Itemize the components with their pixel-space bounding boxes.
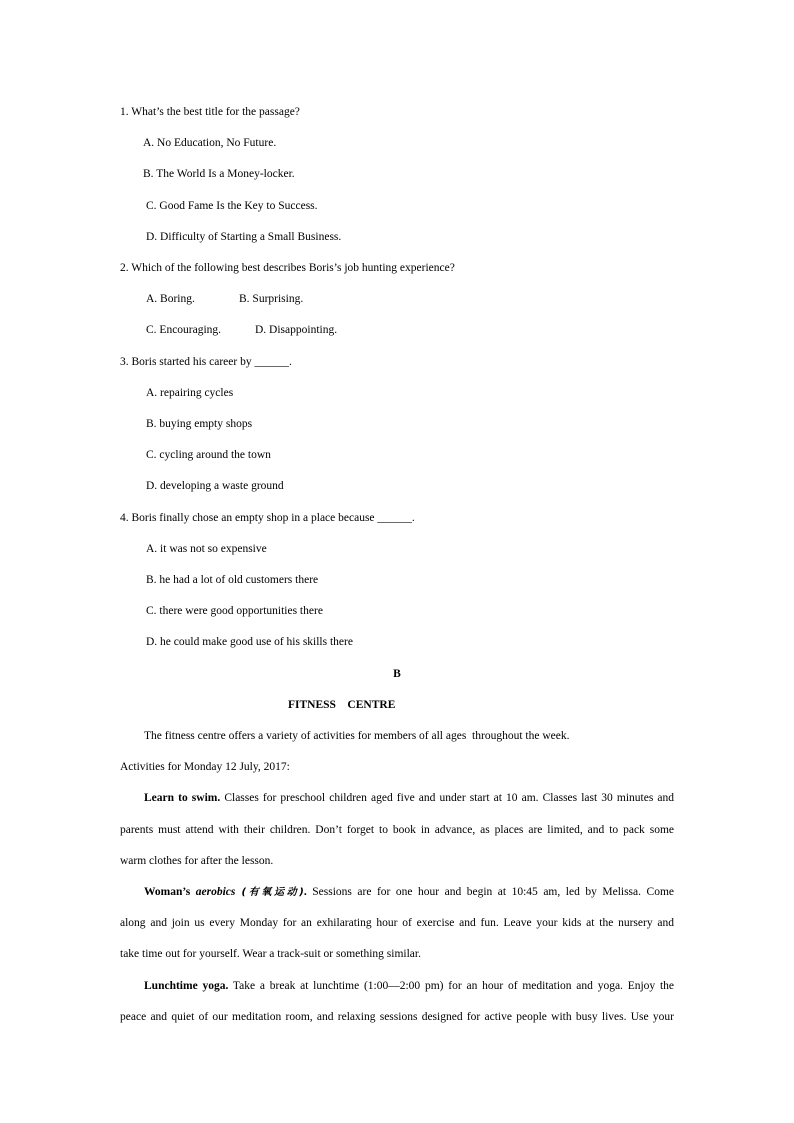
yoga-text-1: Take a break at lunchtime (1:00—2:00 pm) for an hour of meditation and yoga. Enjoy the	[228, 980, 675, 992]
question-4-option-b: B. he had a lot of old customers there	[146, 574, 319, 586]
question-1-option-c: C. Good Fame Is the Key to Success.	[146, 200, 318, 212]
question-3-option-d: D. developing a waste ground	[146, 480, 284, 492]
yoga-line-1	[144, 979, 674, 993]
aerobics-heading-c: .	[303, 886, 307, 898]
section-intro: The fitness centre offers a variety of activities for members of all ages throughout the week.	[144, 730, 570, 742]
swim-heading: Learn to swim.	[144, 792, 221, 804]
aerobics-heading-b: aerobics	[195, 886, 236, 898]
yoga-line-2: peace and quiet of our meditation room, and relaxing sessions designed for active people with busy lives. Use your	[120, 1011, 674, 1023]
question-2-option-b: B. Surprising.	[239, 293, 304, 305]
question-2-option-d: D. Disappointing.	[255, 324, 338, 336]
question-2-stem: 2. Which of the following best describes Boris’s job hunting experience?	[120, 262, 455, 274]
swim-line-2: parents must attend with their children. Don’t forget to book in advance, as places are limited, and to pack some	[120, 824, 674, 836]
question-4-option-d: D. he could make good use of his skills there	[146, 636, 353, 648]
question-4-option-c: C. there were good opportunities there	[146, 605, 323, 617]
aerobics-heading-cjk: (有氧运动)	[235, 887, 304, 898]
question-1-option-a: A. No Education, No Future.	[143, 137, 277, 149]
aerobics-heading-a: Woman’s	[144, 886, 196, 898]
question-1-option-b: B. The World Is a Money-locker.	[143, 168, 295, 180]
activities-date-line: Activities for Monday 12 July, 2017:	[120, 761, 290, 773]
section-title: FITNESS CENTRE	[288, 699, 396, 711]
swim-line-3: warm clothes for after the lesson.	[120, 855, 274, 867]
question-3-option-c: C. cycling around the town	[146, 449, 271, 461]
section-letter: B	[393, 668, 401, 680]
question-4-stem: 4. Boris finally chose an empty shop in a place because ______.	[120, 512, 415, 524]
aerobics-line-2: along and join us every Monday for an exhilarating hour of exercise and fun. Leave your kids at the nursery and	[120, 917, 674, 929]
question-1-option-d: D. Difficulty of Starting a Small Business.	[146, 231, 342, 243]
question-3-option-b: B. buying empty shops	[146, 418, 253, 430]
question-2-option-a: A. Boring.	[146, 293, 195, 305]
swim-text-1: Classes for preschool children aged five and under start at 10 am. Classes last 30 minutes and	[220, 792, 674, 804]
question-1-stem: 1. What’s the best title for the passage?	[120, 106, 300, 118]
aerobics-line-1	[144, 885, 674, 900]
question-2-option-c: C. Encouraging.	[146, 324, 222, 336]
yoga-heading: Lunchtime yoga.	[144, 980, 229, 992]
aerobics-text-1: Sessions are for one hour and begin at 10:45 am, led by Melissa. Come	[306, 886, 674, 898]
question-3-option-a: A. repairing cycles	[146, 387, 234, 399]
question-4-option-a: A. it was not so expensive	[146, 543, 267, 555]
swim-line-1	[144, 791, 674, 805]
question-3-stem: 3. Boris started his career by ______.	[120, 356, 292, 368]
aerobics-line-3: take time out for yourself. Wear a track-suit or something similar.	[120, 948, 421, 960]
